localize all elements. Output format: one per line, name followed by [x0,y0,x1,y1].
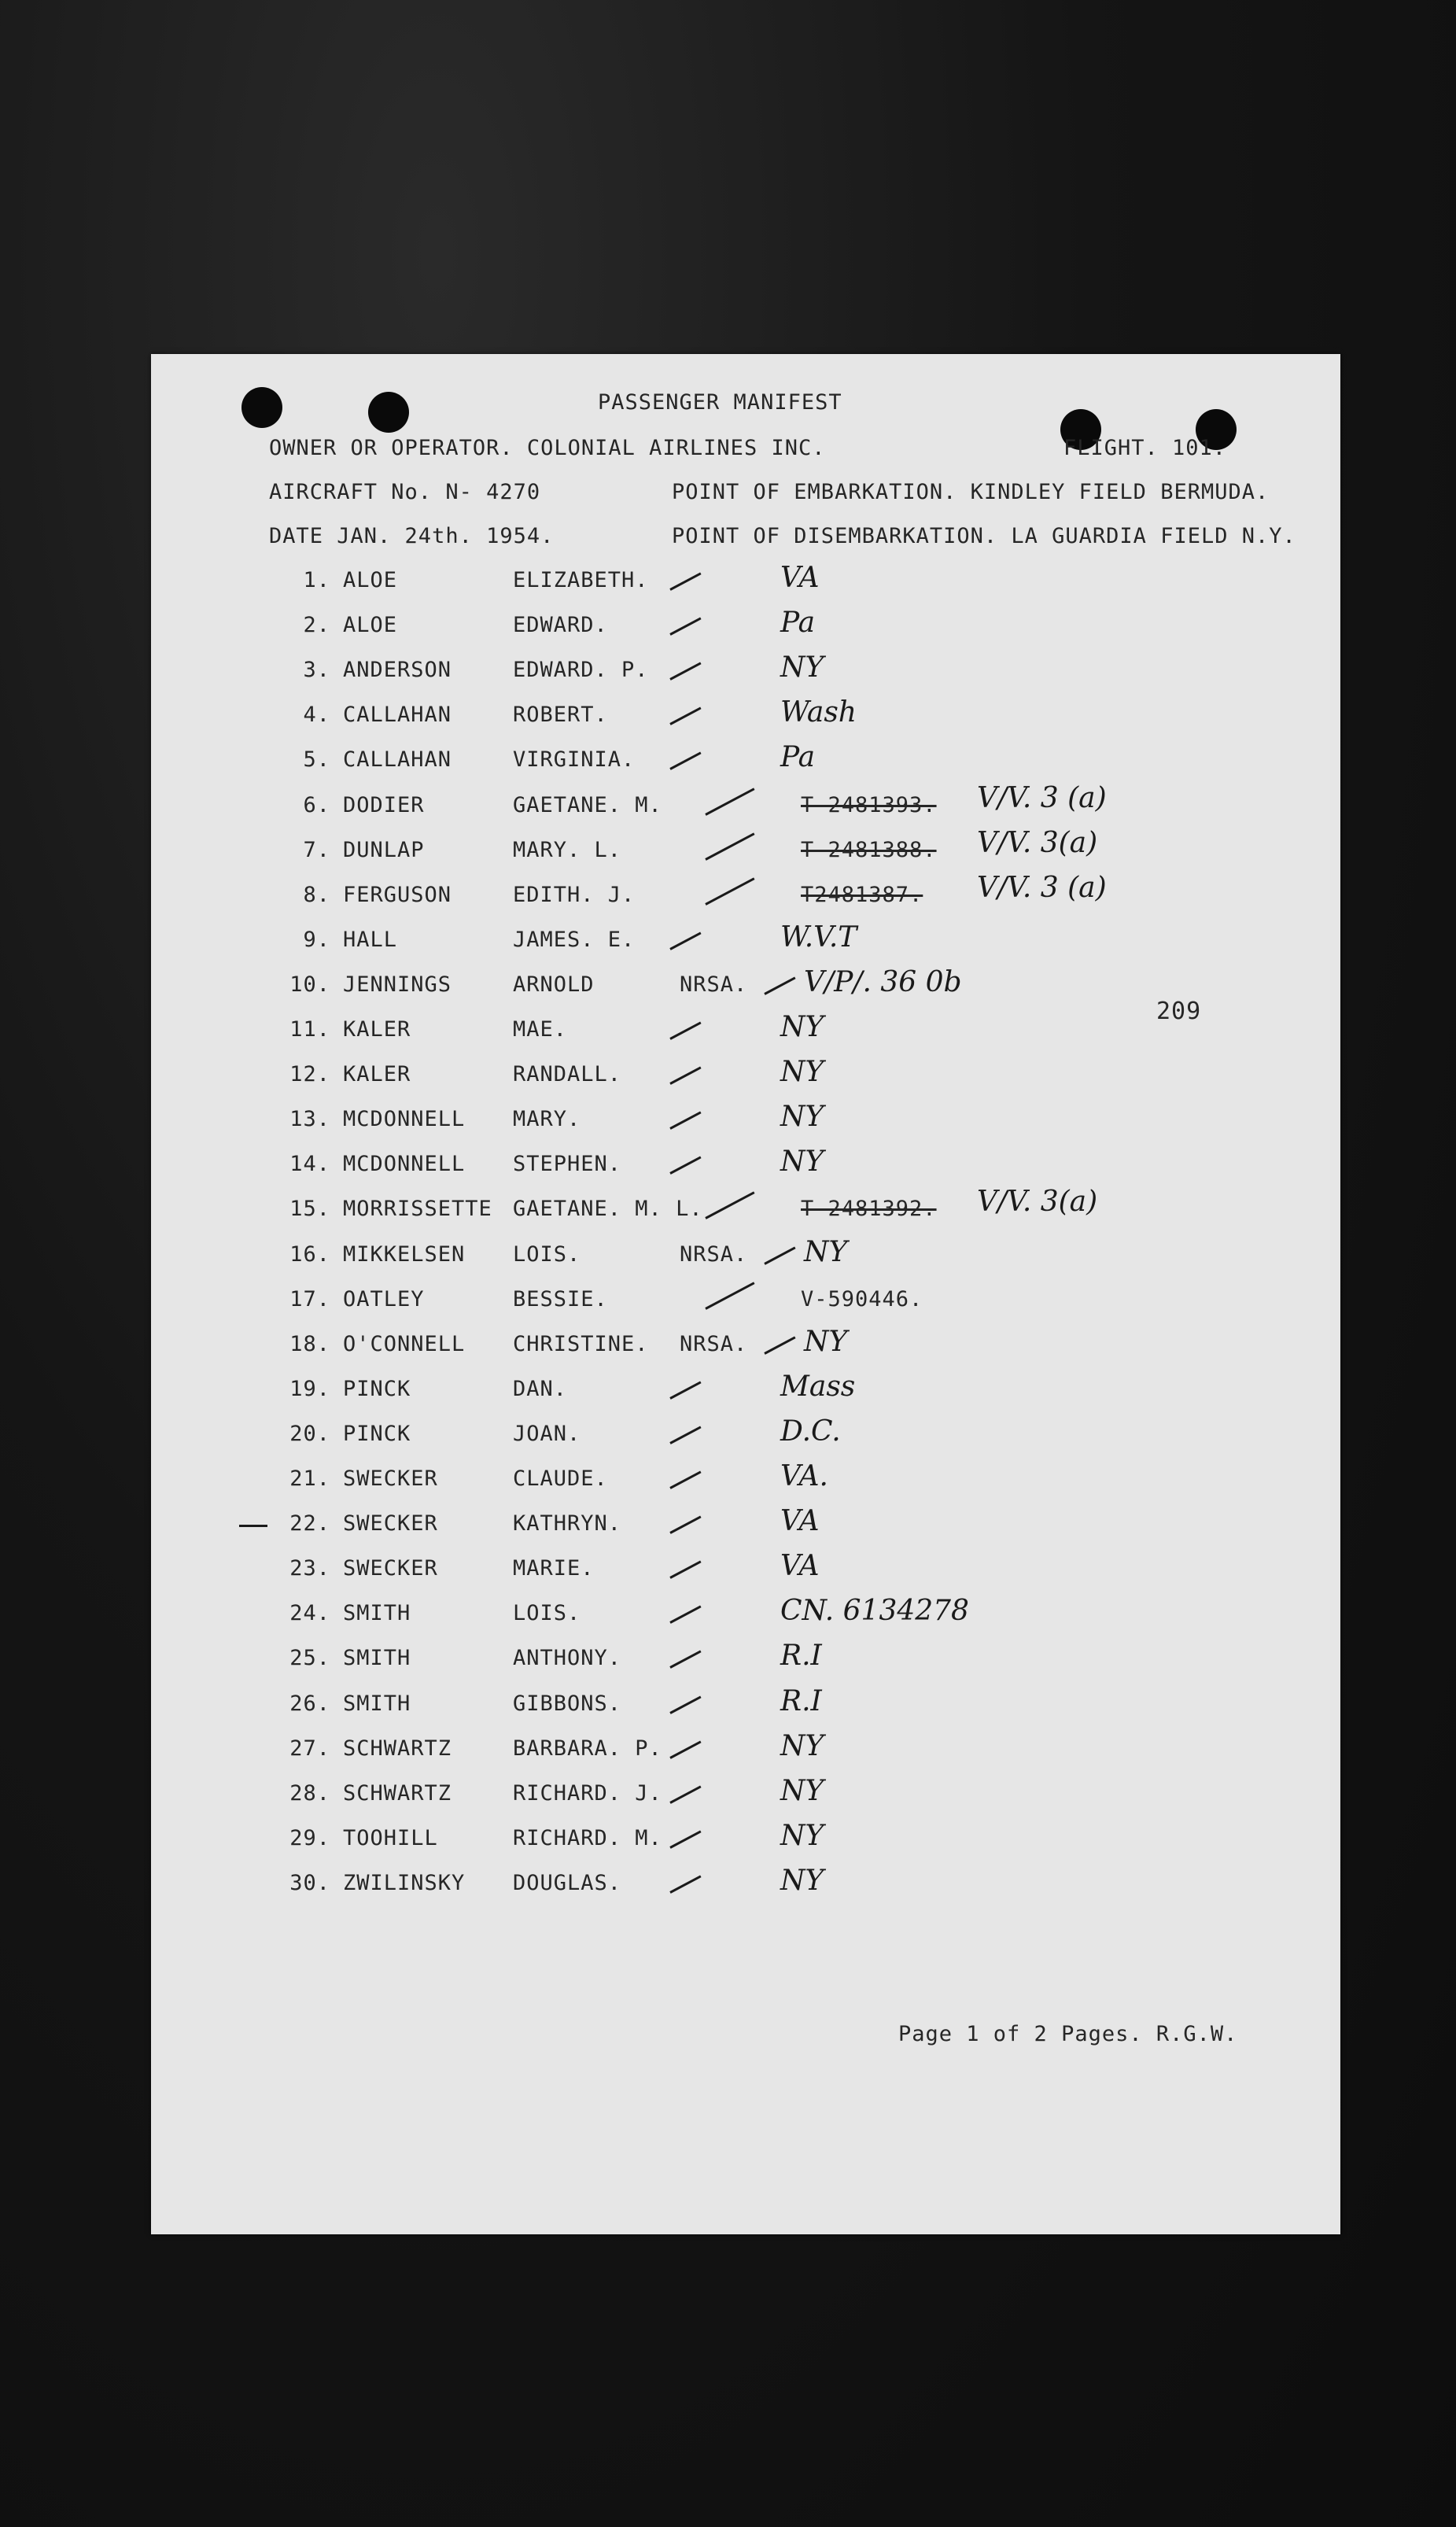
passenger-row [151,741,1340,791]
passenger-number: 2. [303,613,330,638]
passenger-number: 22. [289,1511,330,1536]
passenger-row [151,1729,1340,1780]
passenger-row [151,1415,1340,1466]
passenger-given-name: KATHRYN. [513,1511,622,1536]
passenger-given-name: BARBARA. P. [513,1736,662,1761]
document-number: T-2481388. [801,837,937,862]
passenger-surname: MCDONNELL [343,1152,466,1177]
handwritten-note: VA [780,1550,820,1583]
passenger-row [151,1287,1340,1331]
passenger-surname: SMITH [343,1601,411,1626]
passenger-given-name: MARIE. [513,1556,595,1581]
passenger-surname: CALLAHAN [343,747,452,773]
document-number: T-2481393. [801,792,937,817]
passenger-row [151,1460,1340,1511]
passenger-row [151,1640,1340,1690]
passenger-status-note: NRSA. [680,1241,748,1267]
check-mark [669,618,701,636]
passenger-surname: PINCK [343,1421,411,1446]
passenger-number: 24. [289,1601,330,1626]
passenger-surname: SWECKER [343,1511,438,1536]
passenger-row [151,562,1340,612]
passenger-row [151,696,1340,747]
check-mark [669,1471,701,1489]
flight-number: FLIGHT. 101. [1063,436,1227,460]
passenger-given-name: DOUGLAS. [513,1870,622,1895]
side-number: 209 [1156,998,1202,1025]
aircraft-number: AIRCRAFT No. N- 4270 [269,480,541,504]
passenger-number: 30. [289,1870,330,1895]
passenger-row [151,1056,1340,1106]
check-mark [669,1875,701,1893]
passenger-number: 12. [289,1062,330,1087]
handwritten-note: W.V.T [780,920,857,954]
passenger-given-name: JAMES. E. [513,927,636,952]
passenger-given-name: RANDALL. [513,1062,622,1087]
handwritten-note: V/P/. 36 0b [804,965,962,998]
handwritten-note: CN. 6134278 [780,1595,969,1628]
handwritten-note: NY [804,1325,848,1358]
passenger-number: 17. [289,1286,330,1311]
passenger-number: 20. [289,1421,330,1446]
check-mark [764,1246,795,1264]
passenger-given-name: LOIS. [513,1601,581,1626]
check-mark [669,573,701,591]
handwritten-note: NY [780,1101,824,1134]
handwritten-note: VA [780,562,820,594]
passenger-surname: KALER [343,1017,411,1042]
passenger-row [151,1370,1340,1421]
handwritten-note: NY [780,1864,824,1897]
check-mark [764,1336,795,1354]
point-of-embarkation: POINT OF EMBARKATION. KINDLEY FIELD BERMUDA. [672,480,1270,504]
passenger-row [151,1325,1340,1376]
passenger-given-name: RICHARD. J. [513,1780,662,1806]
handwritten-annotation: V/V. 3 (a) [977,781,1107,814]
check-mark [669,662,701,681]
passenger-given-name: GIBBONS. [513,1691,622,1716]
passenger-given-name: MARY. [513,1107,581,1132]
passenger-number: 15. [289,1197,330,1222]
passenger-number: 27. [289,1736,330,1761]
passenger-number: 3. [303,658,330,683]
page-footer: Page 1 of 2 Pages. R.G.W. [898,2022,1238,2046]
passenger-number: 4. [303,703,330,728]
passenger-surname: FERGUSON [343,882,452,907]
passenger-given-name: STEPHEN. [513,1152,622,1177]
passenger-surname: SMITH [343,1691,411,1716]
passenger-surname: SCHWARTZ [343,1736,452,1761]
owner-operator: OWNER OR OPERATOR. COLONIAL AIRLINES INC. [269,436,826,460]
passenger-number: 14. [289,1152,330,1177]
passenger-row [151,1505,1340,1555]
passenger-surname: O'CONNELL [343,1331,466,1356]
passenger-surname: DUNLAP [343,837,425,862]
handwritten-note: NY [780,651,824,684]
check-mark [669,1516,701,1534]
check-mark [669,1022,701,1040]
passenger-row [151,871,1340,927]
passenger-surname: SCHWARTZ [343,1780,452,1806]
passenger-given-name: LOIS. [513,1241,581,1267]
handwritten-note: NY [780,1056,824,1089]
passenger-surname: KALER [343,1062,411,1087]
passenger-surname: MORRISSETTE [343,1197,492,1222]
passenger-given-name: MARY. L. [513,837,622,862]
handwritten-note: Mass [780,1370,856,1403]
passenger-surname: SWECKER [343,1556,438,1581]
passenger-number: 23. [289,1556,330,1581]
passenger-row [151,1235,1340,1286]
passenger-surname: JENNINGS [343,972,452,997]
check-mark [669,1695,701,1714]
check-mark [669,1740,701,1758]
passenger-number: 7. [303,837,330,862]
passenger-given-name: ELIZABETH. [513,568,649,592]
handwritten-annotation: V/V. 3(a) [977,1186,1098,1219]
passenger-row [151,1774,1340,1825]
passenger-row [151,920,1340,972]
passenger-row [151,1819,1340,1870]
passenger-number: 5. [303,747,330,773]
handwritten-note: NY [780,1729,824,1762]
passenger-given-name: MAE. [513,1017,568,1042]
passenger-status-note: NRSA. [680,972,748,997]
passenger-surname: MCDONNELL [343,1107,466,1132]
passenger-given-name: GAETANE. M. [513,792,662,817]
passenger-number: 29. [289,1825,330,1850]
check-mark [764,976,795,994]
handwritten-note: Pa [780,607,816,640]
passenger-number: 28. [289,1780,330,1806]
check-mark [669,1785,701,1803]
passenger-surname: MIKKELSEN [343,1241,466,1267]
manifest-page [151,354,1340,2234]
passenger-surname: ALOE [343,568,398,592]
passenger-number: 16. [289,1241,330,1267]
passenger-surname: PINCK [343,1376,411,1401]
handwritten-annotation: V/V. 3(a) [977,826,1098,859]
punch-hole [241,387,282,428]
passenger-given-name: BESSIE. [513,1286,608,1311]
passenger-row [151,1864,1340,1915]
check-mark [669,1606,701,1624]
passenger-number: 26. [289,1691,330,1716]
passenger-given-name: EDWARD. [513,613,608,638]
check-mark [669,1830,701,1848]
passenger-number: 6. [303,792,330,817]
handwritten-note: Pa [780,741,816,774]
passenger-given-name: EDWARD. P. [513,658,649,683]
check-mark [669,1157,701,1175]
passenger-given-name: VIRGINIA. [513,747,636,773]
passenger-given-name: ROBERT. [513,703,608,728]
handwritten-note: R.I [780,1684,822,1717]
passenger-number: 13. [289,1107,330,1132]
handwritten-note: NY [780,1819,824,1852]
passenger-number: 8. [303,882,330,907]
handwritten-note: NY [780,1145,824,1179]
passenger-surname: DODIER [343,792,425,817]
check-mark [669,1426,701,1444]
passenger-number: 19. [289,1376,330,1401]
check-mark [669,1561,701,1579]
page-title: PASSENGER MANIFEST [598,390,842,415]
document-number: V-590446. [801,1286,923,1311]
passenger-row [151,1101,1340,1151]
handwritten-note: D.C. [780,1415,841,1448]
passenger-given-name: GAETANE. M. L. [513,1197,703,1222]
passenger-given-name: DAN. [513,1376,568,1401]
check-mark [669,931,701,950]
check-mark [669,1112,701,1130]
check-mark [669,1067,701,1085]
check-mark [669,752,701,770]
passenger-row [151,826,1340,882]
handwritten-note: VA [780,1505,820,1538]
passenger-given-name: ARNOLD [513,972,595,997]
passenger-surname: SMITH [343,1646,411,1671]
handwritten-note: NY [804,1235,848,1268]
passenger-number: 9. [303,927,330,952]
passenger-surname: OATLEY [343,1286,425,1311]
passenger-row [151,607,1340,657]
document-number: T2481387. [801,882,923,907]
passenger-status-note: NRSA. [680,1331,748,1356]
passenger-given-name: EDITH. J. [513,882,636,907]
passenger-surname: CALLAHAN [343,703,452,728]
check-mark [669,1381,701,1399]
handwritten-annotation: V/V. 3 (a) [977,871,1107,904]
handwritten-note: NY [780,1774,824,1807]
passenger-surname: ALOE [343,613,398,638]
passenger-row [151,1145,1340,1196]
passenger-surname: ANDERSON [343,658,452,683]
check-mark [669,1651,701,1669]
passenger-number: 11. [289,1017,330,1042]
passenger-row [151,1684,1340,1736]
passenger-surname: SWECKER [343,1466,438,1491]
punch-hole [368,392,409,433]
handwritten-note: VA. [780,1460,828,1492]
document-number: T-2481392. [801,1197,937,1222]
passenger-row [151,1186,1340,1241]
handwritten-note: NY [780,1011,824,1043]
passenger-number: 25. [289,1646,330,1671]
passenger-number: 1. [303,568,330,592]
manifest-date: DATE JAN. 24th. 1954. [269,524,555,548]
passenger-row [151,651,1340,702]
passenger-surname: ZWILINSKY [343,1870,466,1895]
passenger-given-name: CLAUDE. [513,1466,608,1491]
passenger-row [151,781,1340,837]
passenger-row [151,1550,1340,1600]
passenger-row [151,1595,1340,1645]
check-mark [669,707,701,725]
handwritten-note: Wash [780,696,857,729]
passenger-number: 10. [289,972,330,997]
passenger-given-name: ANTHONY. [513,1646,622,1671]
margin-mark [239,1525,267,1527]
passenger-surname: TOOHILL [343,1825,438,1850]
passenger-given-name: JOAN. [513,1421,581,1446]
passenger-given-name: CHRISTINE. [513,1331,649,1356]
passenger-given-name: RICHARD. M. [513,1825,662,1850]
passenger-surname: HALL [343,927,398,952]
passenger-number: 18. [289,1331,330,1356]
handwritten-note: R.I [780,1640,822,1673]
point-of-disembarkation: POINT OF DISEMBARKATION. LA GUARDIA FIELD N.Y. [672,524,1296,548]
passenger-number: 21. [289,1466,330,1491]
